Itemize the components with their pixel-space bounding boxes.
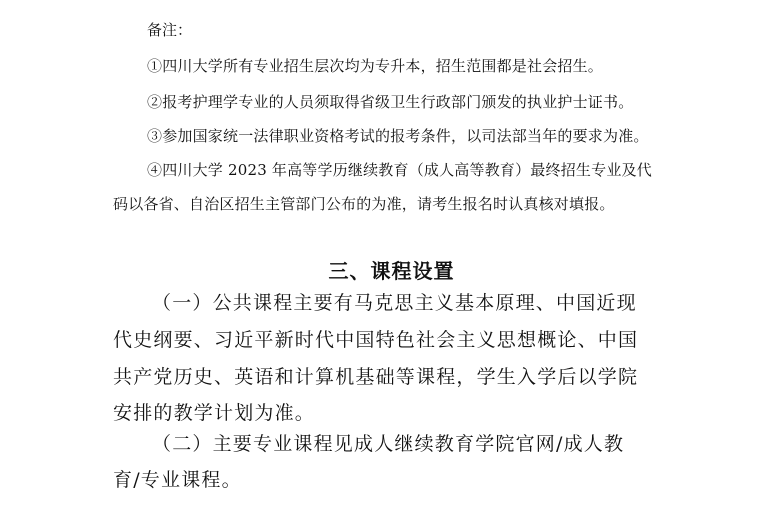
note-item-1: ①四川大学所有专业招生层次均为专升本，招生范围都是社会招生。 (147, 57, 604, 75)
paragraph-1-line-4: 安排的教学计划为准。 (113, 402, 316, 424)
notes-title: 备注： (147, 21, 193, 39)
paragraph-2-line-1: （二）主要专业课程见成人继续教育学院官网/成人教 (152, 433, 625, 455)
note-item-4-continued: 码以各省、自治区招生主管部门公布的为准，请考生报名时认真核对填报。 (113, 195, 615, 213)
note-item-3: ③参加国家统一法律职业资格考试的报考条件，以司法部当年的要求为准。 (147, 127, 649, 145)
section-heading: 三、课程设置 (328, 259, 455, 283)
note-item-2: ②报考护理学专业的人员须取得省级卫生行政部门颁发的执业护士证书。 (147, 93, 634, 111)
paragraph-1-line-3: 共产党历史、英语和计算机基础等课程，学生入学后以学院 (113, 366, 639, 388)
paragraph-1-line-1: （一）公共课程主要有马克思主义基本原理、中国近现 (152, 292, 637, 314)
note-item-4: ④四川大学 2023 年高等学历继续教育（成人高等教育）最终招生专业及代 (147, 161, 652, 179)
paragraph-2-line-2: 育/专业课程。 (113, 469, 242, 491)
paragraph-1-line-2: 代史纲要、习近平新时代中国特色社会主义思想概论、中国 (113, 329, 639, 351)
